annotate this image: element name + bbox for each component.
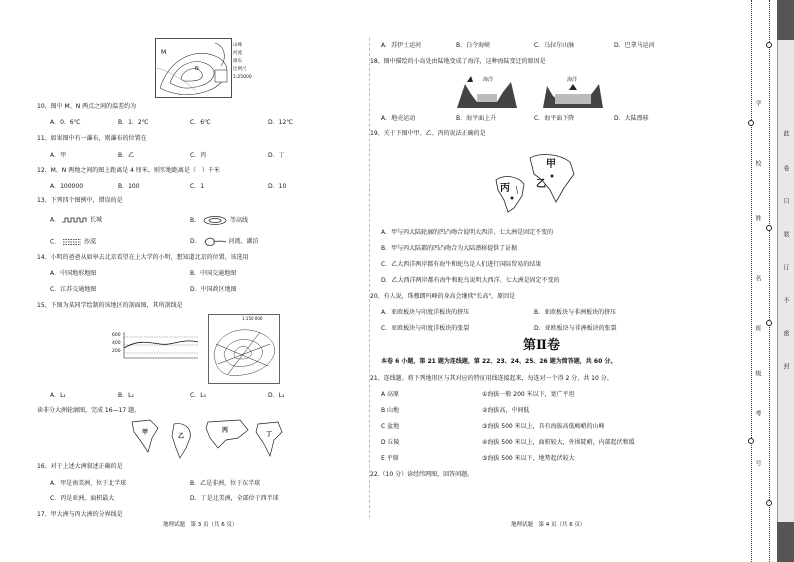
q16-option-a[interactable]: A．甲是南美洲，位于北半球: [50, 480, 127, 487]
q13-option-d-letter: D．: [190, 238, 201, 245]
strip-label-name: 姓: [754, 215, 761, 221]
section-title: 第Ⅱ卷: [523, 338, 560, 353]
continent-ding-label: 丁: [266, 431, 273, 438]
q19-option-a[interactable]: A．甲与丙大陆轮廓的凹凸吻合说明大西洋、七大洲是固定不变的: [381, 229, 554, 236]
q13-option-c-letter: C．: [50, 238, 61, 246]
legend-scale: 比例尺: [233, 67, 247, 72]
strip-dotted-line-2: [769, 0, 770, 562]
contour-map-svg: [208, 314, 280, 384]
q11-option-a[interactable]: A．甲: [50, 152, 67, 159]
q13-option-a[interactable]: [50, 216, 102, 224]
q14-option-d[interactable]: D．中国政区地图: [190, 286, 237, 293]
continent-yi-label: 乙: [178, 433, 185, 440]
strip-hole-1: [748, 120, 754, 126]
svg-text:N: N: [195, 66, 199, 72]
q13-option-a-label: 长城: [89, 216, 102, 224]
legend-river: 河流: [233, 51, 242, 56]
q10-option-b[interactable]: B．1．2℃: [118, 119, 149, 126]
q21-left-a: A 高原: [381, 391, 400, 398]
q15-stem: 15、下图为某同学绘制的该地区的剖面图，其所剖线是: [37, 302, 183, 309]
q13-option-b-label: 等高线: [229, 217, 248, 224]
strip-shade-bottom: [777, 522, 794, 562]
strip-warning-3: 只: [782, 198, 789, 204]
continent-bing-label: 丙: [222, 427, 229, 434]
island-figure-1: [455, 74, 519, 110]
q12-option-b[interactable]: B．100: [118, 183, 140, 190]
strip-label-class: 班: [754, 325, 761, 331]
drift-bing-label: 丙: [500, 183, 510, 194]
continental-drift-figure: [490, 146, 580, 216]
q20-stem: 20、有人说，珠穆朗玛峰的身高会继续"长高"，原因是: [370, 293, 516, 300]
q19-stem: 19、关于下图中甲、乙、丙的说法正确的是: [370, 130, 486, 137]
q18-option-d[interactable]: D．大陆漂移: [614, 115, 649, 122]
q21-left-d: D 丘陵: [381, 439, 400, 446]
continent-intro: 读非分大洲轮廓图，完成 16—17 题。: [37, 407, 141, 414]
contour-map-figure: [208, 314, 280, 384]
profile-tick-600: 600: [112, 333, 121, 338]
q14-option-a[interactable]: A．中国地形地图: [50, 270, 97, 277]
q21-stem: 21、连线题。将下列地形区与其对应的特征用线连接起来，每连对一个得 2 分，共 10 分。: [370, 375, 613, 382]
drift-jia-label: 甲: [546, 159, 556, 170]
q21-right-2: ②海拔高，中间低: [482, 407, 530, 414]
strip-label-school: 学: [754, 100, 761, 106]
river-lake-symbol-icon: [203, 236, 227, 247]
q15-option-b[interactable]: B．L₂: [118, 392, 134, 399]
continental-drift-svg: [490, 146, 580, 216]
q12-option-a[interactable]: A．100000: [50, 183, 84, 190]
q17-option-d[interactable]: D．巴拿马运河: [614, 42, 655, 49]
q21-left-e: E 平原: [381, 455, 399, 462]
great-wall-symbol-icon: [62, 216, 88, 224]
q13-option-b-letter: B．: [190, 217, 201, 224]
strip-hole-3: [766, 42, 772, 48]
profile-chart-svg: [112, 330, 200, 362]
q16-option-c[interactable]: C．丙是亚洲，面积最大: [50, 495, 115, 502]
strip-hole-5: [766, 320, 772, 326]
strip-warning-8: 封: [782, 363, 789, 369]
q17-option-a[interactable]: A．苏伊士运河: [381, 42, 422, 49]
profile-tick-400: 400: [112, 341, 121, 346]
q13-option-c-label: 沙漠: [84, 238, 97, 246]
q18-option-b[interactable]: B．海平面上升: [456, 115, 497, 122]
drift-yi-label: 乙: [536, 179, 546, 190]
continents-figure: [130, 418, 290, 462]
island-1-ocean-label: 海洋: [483, 77, 494, 83]
q15-option-d[interactable]: D．L₄: [268, 392, 285, 399]
profile-tick-200: 200: [112, 349, 121, 354]
q18-option-a[interactable]: A．地壳运动: [381, 115, 416, 122]
q12-option-d[interactable]: D．10: [268, 183, 287, 190]
q21-right-3: ③海拔 500 米以上，具有海拔高低峻峭的山峰: [482, 423, 605, 430]
q10-option-a[interactable]: A．0．6℃: [50, 119, 81, 126]
strip-label-school-2: 校: [754, 160, 761, 166]
q14-option-c[interactable]: C．江苏交通地图: [50, 286, 97, 293]
q12-stem: 12、M、N 两地之间的图上距离是 4 厘米，则实地距离是（ ）千米: [37, 167, 220, 174]
strip-warning-2: 卷: [782, 165, 789, 171]
profile-figure: [112, 330, 200, 362]
page-divider: [369, 38, 370, 518]
continent-jia-label: 甲: [142, 429, 149, 436]
q13-stem: 13、下列四个图例中，错误的是: [37, 197, 123, 204]
q21-right-4: ④海拔 500 米以上，面积较大，外围陡峭，内部起伏和缓: [482, 439, 635, 446]
q10-stem: 10、图中 M、N 两点之间的温差约为: [37, 103, 137, 110]
q20-option-b[interactable]: B．亚欧板块与非洲板块的挤压: [534, 309, 617, 316]
q11-stem: 11、如果图中有一瀑布，则瀑布的位置在: [37, 135, 147, 142]
q20-option-d[interactable]: D．亚欧板块与非洲板块的张裂: [534, 325, 617, 332]
island-2-ocean-label: 海洋: [567, 77, 578, 83]
q11-option-b[interactable]: B．乙: [118, 152, 135, 159]
q10-option-c[interactable]: C．6℃: [190, 119, 211, 126]
q17-option-c[interactable]: C．乌拉尔山脉: [534, 42, 575, 49]
legend-peak: 山峰: [233, 43, 242, 48]
contour-symbol-icon: [202, 216, 228, 225]
q13-option-c[interactable]: [50, 238, 96, 246]
q12-option-c[interactable]: C．1: [190, 183, 205, 190]
desert-symbol-icon: [62, 238, 82, 246]
q13-option-b[interactable]: [190, 216, 248, 225]
q14-stem: 14、小明的爸爸从如皋去北京看望在上大学的小明，想知道北京的位置，该选用: [37, 254, 249, 261]
topographic-map-figure: [155, 38, 265, 98]
section-description: 本卷 6 小题，第 21 题为连线题，第 22、23、24、25、26 题为简答题，共 60 分。: [381, 358, 617, 365]
q16-stem: 16、对于上述大洲叙述正确的是: [37, 463, 123, 470]
strip-label-class-2: 级: [754, 370, 761, 376]
q15-option-c[interactable]: C．L₃: [190, 392, 206, 399]
legend-scale-value: 1:25000: [233, 75, 252, 80]
q16-option-b[interactable]: B．乙是非洲，位于东半球: [190, 480, 261, 487]
q19-option-b[interactable]: B．甲与丙大陆都的凹凸吻合为大陆漂移提供了证据: [381, 245, 518, 252]
q21-right-1: ①海拔一般 200 米以下，宽广平坦: [482, 391, 575, 398]
q14-option-b[interactable]: B．中国交通地图: [190, 270, 237, 277]
q13-option-a-letter: A．: [50, 216, 61, 224]
strip-shade-top: [777, 0, 794, 40]
q18-option-c[interactable]: C．海平面下降: [534, 115, 575, 122]
legend-waterfall: 瀑布: [233, 59, 242, 64]
left-page-footer: 地理试题 第 3 页（共 6 页）: [163, 522, 238, 528]
strip-warning-1: 此: [782, 130, 789, 136]
island-figure-2: [541, 74, 605, 110]
q19-option-d[interactable]: D．乙大西洋两岸都有海牛和蛇鸟说明大西洋、七大洲是固定不变的: [381, 277, 560, 284]
q20-option-a[interactable]: A．亚欧板块与印度洋板块的挤压: [381, 309, 470, 316]
q21-right-5: ⑤海拔 500 米以下，地势起伏较大: [482, 455, 575, 462]
q21-left-c: C 盆地: [381, 423, 400, 430]
strip-hole-4: [766, 225, 772, 231]
q22-stem: 22.（10 分）读经纬网图，回答问题。: [370, 471, 474, 478]
strip-label-id: 考: [754, 410, 761, 416]
q13-option-d-label: 河流、湖泊: [228, 238, 259, 245]
q20-option-c[interactable]: C．亚欧板块与印度洋板块的张裂: [381, 325, 470, 332]
strip-label-id-2: 号: [754, 460, 761, 466]
q13-option-d[interactable]: [190, 236, 258, 247]
q10-option-d[interactable]: D．12℃: [268, 119, 293, 126]
strip-warning-4: 装: [782, 231, 789, 237]
q16-option-d[interactable]: D．丁是北美洲，全部位于西半球: [190, 495, 279, 502]
strip-box: [777, 40, 794, 522]
q15-option-a[interactable]: A．L₁: [50, 392, 66, 399]
q19-option-c[interactable]: C．乙大西洋两岸都有海牛和蛇鸟是人们进行国际贸易的结果: [381, 261, 542, 268]
strip-label-name-2: 名: [754, 275, 761, 281]
q18-stem: 18、图中描绘的小岛处由陆地变成了海洋，这种海陆变迁的原因是: [370, 58, 546, 65]
strip-warning-6: 不: [782, 297, 789, 303]
q21-left-b: B 山地: [381, 407, 400, 414]
strip-warning-7: 密: [782, 330, 789, 336]
q11-option-c[interactable]: C．丙: [190, 152, 207, 159]
strip-hole-2: [748, 438, 754, 444]
right-page-footer: 地理试题 第 4 页（共 6 页）: [511, 522, 586, 528]
strip-hole-6: [766, 500, 772, 506]
map-legend: [233, 42, 252, 82]
strip-warning-5: 订: [782, 264, 789, 270]
q17-option-b[interactable]: B．白令海峡: [456, 42, 491, 49]
continents-svg: [130, 418, 290, 462]
binding-strip: [747, 0, 794, 562]
contour-map-scale: 1:150 000: [242, 316, 263, 321]
strip-dotted-line-1: [751, 0, 752, 562]
svg-text:M: M: [161, 49, 167, 56]
q17-stem: 17、甲大洲与丙大洲的分界线是: [37, 511, 123, 518]
q11-option-d[interactable]: D．丁: [268, 152, 285, 159]
